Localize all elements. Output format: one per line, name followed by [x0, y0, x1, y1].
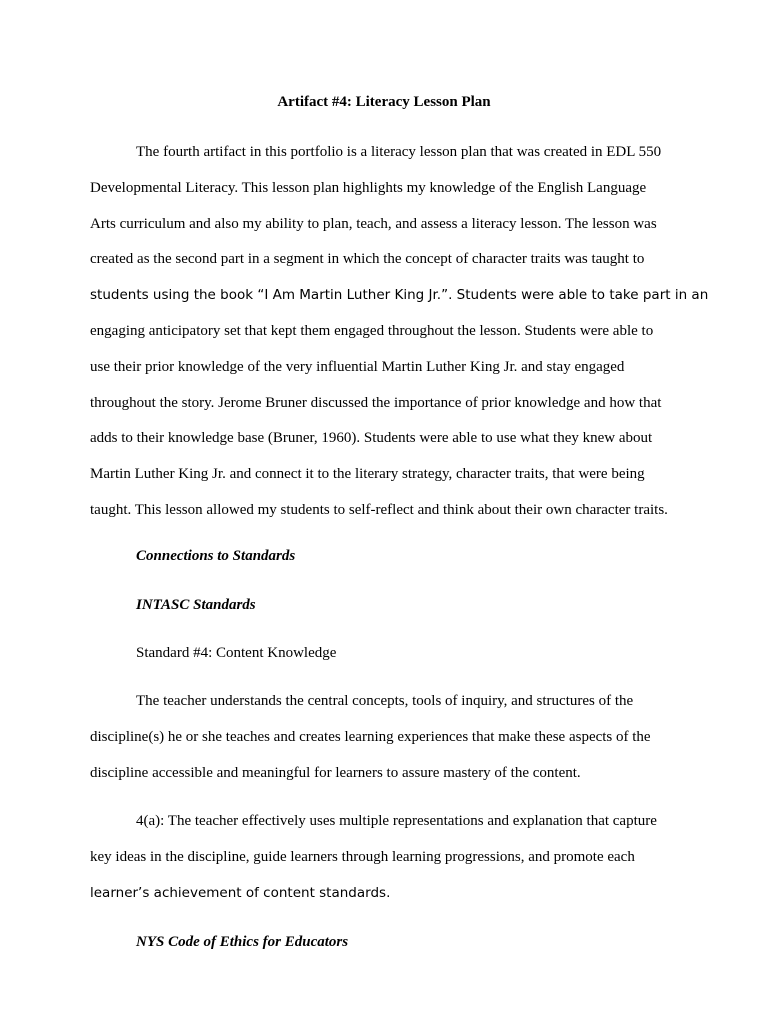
text-line: throughout the story. Jerome Bruner discussed the importance of prior knowledge and how that: [90, 394, 662, 411]
text-line: learner’s achievement of content standards.: [90, 884, 391, 901]
page-title: Artifact #4: Literacy Lesson Plan: [277, 94, 491, 110]
intasc-heading: INTASC Standards: [136, 597, 256, 613]
text-line: The teacher understands the central concepts, tools of inquiry, and structures of the: [136, 693, 634, 709]
standard-4-label: Standard #4: Content Knowledge: [136, 645, 337, 661]
text-line: taught. This lesson allowed my students to self-reflect and think about their own character traits.: [90, 501, 668, 518]
text-line: created as the second part in a segment in which the concept of character traits was taught to: [90, 251, 645, 268]
text-line: engaging anticipatory set that kept them engaged throughout the lesson. Students were able to: [90, 322, 654, 339]
text-line: The fourth artifact in this portfolio is a literacy lesson plan that was created in EDL 550: [136, 144, 662, 160]
intro-paragraph: [90, 135, 709, 529]
connections-heading: Connections to Standards: [136, 548, 296, 564]
standard-4-paragraph: [90, 684, 690, 791]
nys-code-heading: NYS Code of Ethics for Educators: [136, 934, 349, 950]
text-line: key ideas in the discipline, guide learners through learning progressions, and promote each: [90, 848, 635, 865]
text-line: adds to their knowledge base (Bruner, 1960). Students were able to use what they knew about: [90, 430, 653, 447]
standard-4a-paragraph: [90, 804, 690, 911]
text-line: discipline(s) he or she teaches and creates learning experiences that make these aspects of the: [90, 728, 651, 745]
text-line: discipline accessible and meaningful for learners to assure mastery of the content.: [90, 764, 581, 781]
text-line: Martin Luther King Jr. and connect it to the literary strategy, character traits, that were being: [90, 466, 645, 483]
text-line: 4(a): The teacher effectively uses multiple representations and explanation that capture: [136, 813, 657, 829]
text-line: Arts curriculum and also my ability to plan, teach, and assess a literacy lesson. The lesson was: [90, 215, 657, 232]
text-line: use their prior knowledge of the very influential Martin Luther King Jr. and stay engaged: [90, 358, 625, 375]
text-line: Developmental Literacy. This lesson plan highlights my knowledge of the English Language: [90, 179, 647, 196]
text-line: students using the book “I Am Martin Luther King Jr.”. Students were able to take part in an: [90, 287, 709, 304]
